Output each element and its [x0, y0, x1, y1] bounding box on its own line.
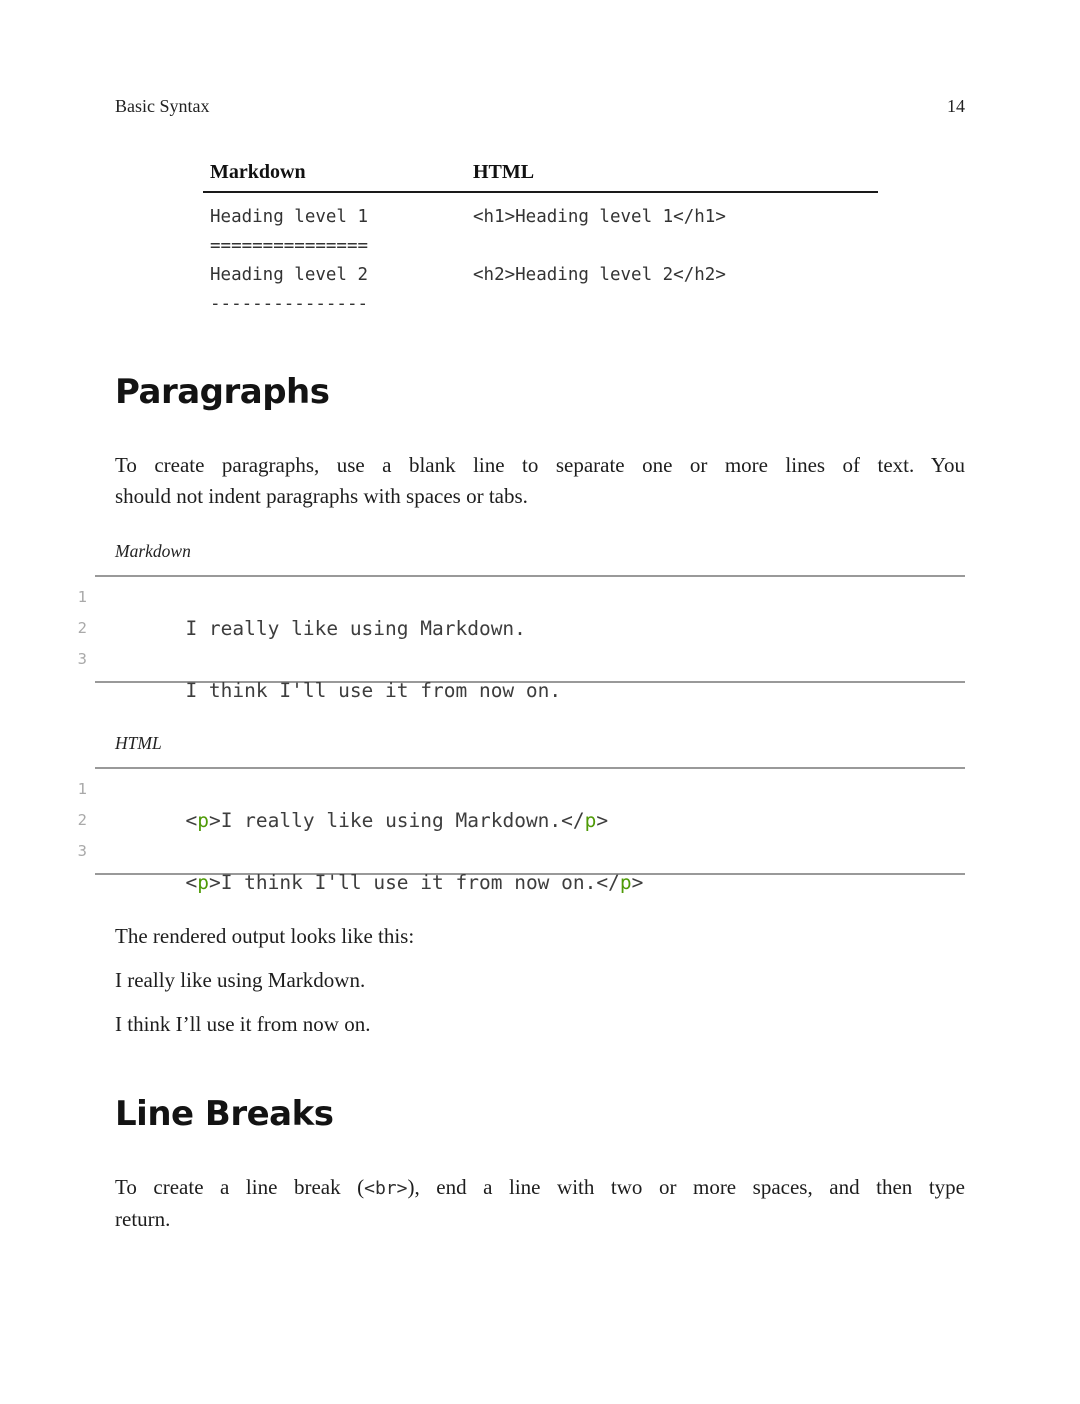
code-line: [77, 805, 965, 836]
rendered-output-line: I think I’ll use it from now on.: [115, 1012, 371, 1036]
section-heading-paragraphs: Paragraphs: [115, 372, 330, 412]
table-cell-html: <h1>Heading level 1</h1>: [473, 206, 726, 227]
running-head-title: Basic Syntax: [115, 96, 210, 116]
table-row: [210, 231, 878, 260]
table-cell-html: <h2>Heading level 2</h2>: [473, 264, 726, 285]
column-header-markdown: Markdown: [210, 161, 306, 183]
line-number: 3: [77, 842, 87, 860]
markdown-code-block: [77, 575, 965, 702]
line-breaks-body-text: [115, 1172, 965, 1235]
code-text: I think I'll use it from now on.: [185, 679, 562, 702]
rendered-output-intro: The rendered output looks like this:: [115, 924, 415, 948]
body-line: return.: [115, 1207, 171, 1231]
table-cell-markdown: ===============: [210, 235, 369, 256]
page-header: [115, 96, 965, 117]
html-code-block: [77, 767, 965, 894]
body-line: should not indent paragraphs with spaces or tabs.: [115, 484, 528, 508]
section-heading-line-breaks: Line Breaks: [115, 1094, 334, 1134]
line-number: 3: [77, 650, 87, 668]
code-text: <p>I think I'll use it from now on.</p>: [185, 871, 644, 894]
code-label-html: HTML: [115, 733, 162, 753]
code-text: I really like using Markdown.: [185, 617, 526, 640]
table-row: [210, 289, 878, 318]
code-label-markdown: Markdown: [115, 541, 191, 561]
rendered-output-line: I really like using Markdown.: [115, 968, 366, 992]
code-line: [77, 774, 965, 832]
line-number: 1: [77, 780, 87, 798]
body-line: To create paragraphs, use a blank line to separate one or more lines of text. You: [115, 453, 965, 477]
code-line: [77, 613, 965, 644]
code-line: [77, 644, 965, 702]
code-line: [77, 836, 965, 894]
table-row: [210, 202, 878, 231]
column-header-html: HTML: [473, 161, 535, 183]
table-cell-markdown: Heading level 1: [210, 206, 369, 227]
line-number: 1: [77, 588, 87, 606]
syntax-table-header: [203, 161, 878, 193]
line-number: 2: [77, 619, 87, 637]
syntax-table: [203, 161, 878, 318]
table-cell-markdown: ---------------: [210, 293, 369, 314]
syntax-table-body: [203, 193, 878, 318]
paragraphs-body-text: [115, 450, 965, 512]
table-row: [210, 260, 878, 289]
table-cell-markdown: Heading level 2: [210, 264, 369, 285]
body-line: To create a line break (<br>), end a line with two or more spaces, and then type: [115, 1175, 965, 1199]
code-text: <p>I really like using Markdown.</p>: [185, 809, 609, 832]
page-number: 14: [947, 96, 965, 116]
code-line: [77, 582, 965, 640]
line-number: 2: [77, 811, 87, 829]
